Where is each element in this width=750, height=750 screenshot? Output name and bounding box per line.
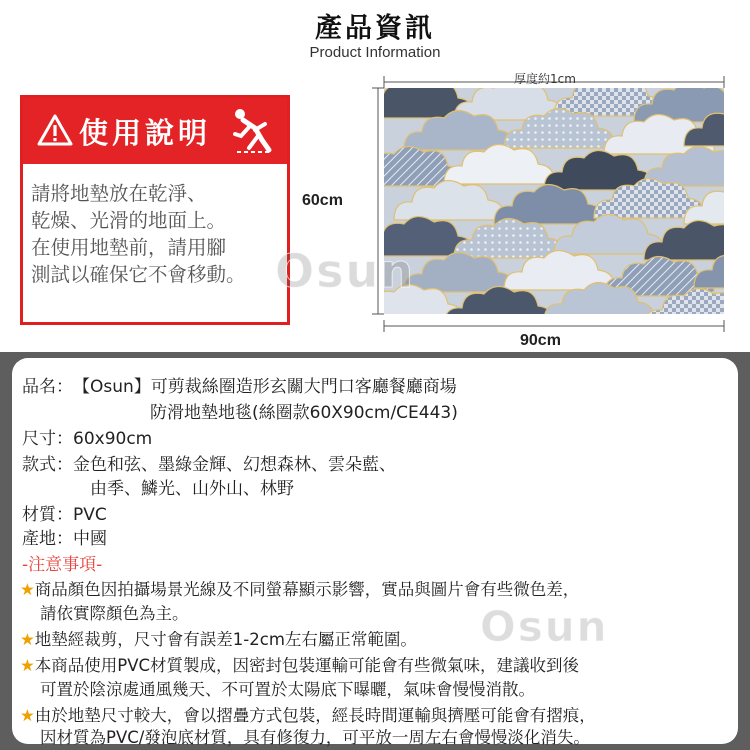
spec-origin-row (22, 524, 107, 549)
spec-style-row (22, 450, 396, 475)
note-text-cont: 可置於陰涼處通風幾天、不可置於太陽底下曝曬，氣味會慢慢消散。 (40, 680, 535, 699)
spec-size-label: 尺寸： (22, 429, 73, 449)
spec-style-value: 金色和弦、墨綠金輝、幻想森林、雲朵藍、 (73, 455, 396, 475)
notes-heading: -注意事項- (22, 555, 103, 575)
spec-material-value: PVC (73, 505, 107, 525)
spec-style-label: 款式： (22, 455, 73, 475)
note-item (20, 626, 417, 650)
height-dimension-label: 60cm (302, 192, 343, 209)
spec-name-value-line2: 防滑地墊地毯(絲圈款60X90cm/CE443) (150, 403, 458, 423)
note-item (20, 652, 579, 676)
spec-material-row (22, 500, 107, 525)
note-text: 商品顏色因拍攝場景光線及不同螢幕顯示影響，實品與圖片會有些微色差， (34, 580, 580, 599)
star-icon: ★ (20, 706, 35, 725)
spec-name-row (22, 372, 457, 397)
cloud-pattern-rug-image (384, 88, 724, 314)
spec-name-label: 品名： (22, 377, 73, 397)
spec-material-label: 材質： (22, 505, 73, 525)
note-item (20, 702, 596, 726)
product-header-section (0, 0, 750, 352)
note-text-cont: 因材質為PVC/發泡底材質，具有修復力，可平放一周左右會慢慢淡化消失。 (40, 728, 590, 747)
spec-origin-label: 產地： (22, 529, 73, 549)
usage-instructions-title: 使用說明 (79, 116, 212, 150)
spec-size-row (22, 424, 152, 449)
spec-style-value-line2: 由季、鱗光、山外山、林野 (90, 479, 294, 499)
note-text: 本商品使用PVC材質製成，因密封包裝運輸可能會有些微氣味，建議收到後 (34, 656, 580, 675)
note-item (20, 576, 579, 600)
osun-watermark-logo: Osun (275, 244, 415, 298)
spec-origin-value: 中國 (73, 529, 107, 549)
star-icon: ★ (20, 580, 35, 599)
thickness-label: 厚度約1cm (514, 72, 576, 86)
spec-card (12, 358, 738, 747)
usage-instruction-line: 測試以確保它不會移動。 (31, 263, 246, 286)
page-subtitle: Product Information (309, 44, 441, 61)
note-text: 地墊經裁剪，尺寸會有誤差1-2cm左右屬正常範圍。 (34, 630, 417, 649)
spec-section (0, 352, 750, 750)
usage-instruction-line: 在使用地墊前，請用腳 (31, 236, 227, 259)
note-text-cont: 請依實際顏色為主。 (40, 604, 189, 623)
usage-instruction-line: 請將地墊放在乾淨、 (31, 182, 207, 205)
star-icon: ★ (20, 630, 35, 649)
note-text: 由於地墊尺寸較大，會以摺疊方式包裝，經長時間運輸與擠壓可能會有摺痕， (34, 706, 596, 725)
usage-instruction-line: 乾燥、光滑的地面上。 (31, 209, 227, 232)
star-icon: ★ (20, 656, 35, 675)
page-title: 產品資訊 (315, 13, 435, 44)
spec-name-value: 【Osun】可剪裁絲圈造形玄關大門口客廳餐廳商場 (73, 377, 457, 397)
width-dimension-label: 90cm (520, 332, 561, 349)
osun-watermark-logo: Osun (480, 602, 609, 651)
spec-size-value: 60x90cm (73, 429, 153, 449)
